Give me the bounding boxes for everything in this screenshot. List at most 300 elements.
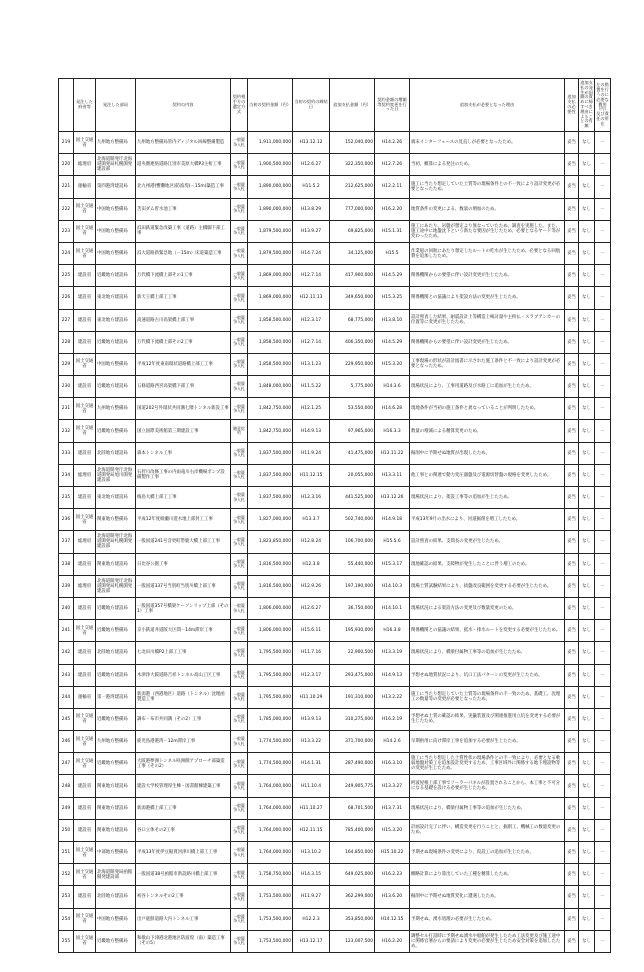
table-row [59, 331, 611, 353]
table-row [59, 376, 611, 398]
office-cell: 北海道開発庁北海道開発局札幌開発建設部 [96, 154, 136, 176]
row-number: 219 [59, 132, 74, 154]
row-number: 234 [59, 464, 74, 486]
necessity-cell: 妥当 [565, 819, 579, 841]
office-cell: 中国地方整備局 [96, 198, 136, 220]
ministry-cell: 運輸省 [74, 176, 96, 198]
note-cell: － [595, 908, 611, 930]
row-number: 252 [59, 864, 74, 886]
ministry-cell: 国土交通省 [74, 908, 96, 930]
table-row [59, 908, 611, 930]
table-row [59, 220, 611, 242]
note-cell: － [595, 575, 611, 597]
necessity-cell: 妥当 [565, 731, 579, 753]
row-number: 233 [59, 442, 74, 464]
date-cell: H14.9.13 [293, 420, 330, 442]
contract-cell: 出戸庭鮮道路大内トンネル工事 [136, 908, 231, 930]
note-cell: － [595, 642, 611, 664]
change-date-cell: H13.3.19 [375, 642, 410, 664]
office-cell: 第一港湾建設局 [96, 686, 136, 708]
reason-cell: 予期せぬ、湧水処理の必要が生じたため。 [410, 908, 565, 930]
added-amount-cell: 164,850,000 [330, 842, 375, 864]
amount-cell: 1,837,500,000 [248, 442, 293, 464]
change-date-cell: H13.2.22 [375, 686, 410, 708]
date-cell: H11.12.15 [293, 464, 330, 486]
date-cell: H11.7.16 [293, 642, 330, 664]
added-amount-cell: 362,299,000 [330, 886, 375, 908]
row-number: 240 [59, 597, 74, 619]
contract-cell: 森本トンネル工事 [136, 442, 231, 464]
office-cell: 中国地方整備局 [96, 353, 136, 375]
contract-cell: 平成12年度綾瀬川遊水地上部封工工事 [136, 509, 231, 531]
reason-cell: 掘削中に予期せぬ地質変化に遭遇したため。 [410, 886, 565, 908]
amount-cell: 1,890,000,000 [248, 176, 293, 198]
date-cell: H12.2.3 [293, 908, 330, 930]
row-number: 231 [59, 398, 74, 420]
responsibility-cell: なし [579, 154, 595, 176]
table-row [59, 176, 611, 198]
row-number: 251 [59, 842, 74, 864]
responsibility-cell: なし [579, 553, 595, 575]
responsibility-cell: なし [579, 819, 595, 841]
date-cell: H13.1.23 [293, 353, 330, 375]
note-cell: － [595, 376, 611, 398]
reason-cell: 地質条件の変更による、数量の増加のため。 [410, 198, 565, 220]
note-cell: － [595, 176, 611, 198]
reason-cell: 予想せぬ地質状況により、坑口工法パターンの変更が生じたため。 [410, 664, 565, 686]
change-date-cell: H13.6.20 [375, 886, 410, 908]
change-date-cell: H14.3.6 [375, 376, 410, 398]
row-number: 245 [59, 708, 74, 730]
added-amount-cell: 97,965,000 [330, 420, 375, 442]
amount-cell: 1,827,000,000 [248, 509, 293, 531]
amount-cell: 1,842,750,000 [248, 398, 293, 420]
office-cell: 北陸地方建設局 [96, 442, 136, 464]
change-date-cell: H14.2.6 [375, 731, 410, 753]
added-amount-cell: 417,900,000 [330, 265, 375, 287]
header-contract: 契約の内容 [136, 79, 231, 132]
added-amount-cell: 22,900,500 [330, 642, 375, 664]
ministry-cell: 国土交通省 [74, 753, 96, 775]
date-cell: H14.1.31 [293, 753, 330, 775]
added-amount-cell: 55,440,000 [330, 553, 375, 575]
reason-cell: 工事現場の形状が設計図書に示された施工条件と不一致により設計変更が必要となったため。 [410, 353, 565, 375]
responsibility-cell: なし [579, 864, 595, 886]
contract-cell: 国道202号外環状共同溝七隈トンネル新設工事 [136, 398, 231, 420]
office-cell: 北海道開発庁北海道開発局旭川開発建設部 [96, 464, 136, 486]
contract-cell: 日比谷公園工事 [136, 553, 231, 575]
ministry-cell: 建設省 [74, 797, 96, 819]
office-cell: 東北地方建設局 [96, 487, 136, 509]
necessity-cell: 妥当 [565, 464, 579, 486]
office-cell: 関東地方建設局 [96, 775, 136, 797]
note-cell: － [595, 198, 611, 220]
row-number: 246 [59, 731, 74, 753]
change-date-cell: H15.3.25 [375, 287, 410, 309]
necessity-cell: 妥当 [565, 664, 579, 686]
date-cell: H11.10.27 [293, 797, 330, 819]
ministry-cell: 建設省 [74, 265, 96, 287]
row-number: 255 [59, 930, 74, 952]
reason-cell: 現場状況により、橋梁付属物工事等の追加が生じたため。 [410, 797, 565, 819]
row-number: 249 [59, 797, 74, 819]
contract-cell: 木津浄大阪道路吉祥トンネル高山工区工事 [136, 664, 231, 686]
added-amount-cell: 152,040,000 [330, 132, 375, 154]
header-change-date: 契約金額の増額等契約変更を行った日 [375, 79, 410, 132]
contract-cell: 京小鉄道井道阪大区間－14m滞岸工事 [136, 620, 231, 642]
ministry-cell: 建設省 [74, 819, 96, 841]
method-cell: 一般競争入札 [231, 842, 248, 864]
necessity-cell: 妥当 [565, 575, 579, 597]
note-cell: － [595, 265, 611, 287]
amount-cell: 1,879,500,000 [248, 220, 293, 242]
contract-cell: 五條道路西宮高架橋下部工事 [136, 376, 231, 398]
ministry-cell: 国土交通省 [74, 731, 96, 753]
office-cell: 北陸地方建設局 [96, 642, 136, 664]
responsibility-cell: なし [579, 331, 595, 353]
table-row [59, 287, 611, 309]
reason-cell: 端末インターフェースの見直しが必要となったため。 [410, 132, 565, 154]
added-amount-cell: 195,930,000 [330, 620, 375, 642]
date-cell: H12.11.15 [293, 819, 330, 841]
table-row [59, 553, 611, 575]
ministry-cell: 国土交通省 [74, 864, 96, 886]
note-cell: － [595, 775, 611, 797]
table-row [59, 509, 611, 531]
contract-table-sheet [58, 78, 610, 953]
responsibility-cell: なし [579, 353, 595, 375]
amount-cell: 1,785,000,000 [248, 708, 293, 730]
note-cell: － [595, 664, 611, 686]
method-cell: 一般競争入札 [231, 864, 248, 886]
contract-cell: 万代橋下流橋上部その1工事 [136, 265, 231, 287]
change-date-cell: H15.3.17 [375, 553, 410, 575]
amount-cell: 1,774,500,000 [248, 753, 293, 775]
office-cell: 近畿地方建設局 [96, 331, 136, 353]
added-amount-cell: 287,490,000 [330, 753, 375, 775]
change-date-cell: H15.3.20 [375, 353, 410, 375]
header-office: 発注した部局 [96, 79, 136, 132]
method-cell: 一般競争入札 [231, 819, 248, 841]
date-cell: H11.9.27 [293, 886, 330, 908]
ministry-cell: 建設省 [74, 331, 96, 353]
added-amount-cell: 191,310,000 [330, 686, 375, 708]
contract-cell: 一般国道241号音更町帯鹿大橋上部工工事 [136, 531, 231, 553]
change-date-cell: H14.2.26 [375, 132, 410, 154]
method-cell: 一般競争入札 [231, 331, 248, 353]
table-row [59, 597, 611, 619]
necessity-cell: 妥当 [565, 553, 579, 575]
amount-cell: 1,890,000,000 [248, 198, 293, 220]
responsibility-cell: なし [579, 220, 595, 242]
note-cell: － [595, 420, 611, 442]
note-cell: － [595, 819, 611, 841]
office-cell: 近畿地方建設局 [96, 664, 136, 686]
row-number: 243 [59, 664, 74, 686]
necessity-cell: 妥当 [565, 597, 579, 619]
note-cell: － [595, 309, 611, 331]
row-number: 228 [59, 331, 74, 353]
ministry-cell: 国土交通省 [74, 353, 96, 375]
amount-cell: 1,816,500,000 [248, 575, 293, 597]
responsibility-cell: なし [579, 398, 595, 420]
necessity-cell: 妥当 [565, 376, 579, 398]
method-cell: 一般競争入札 [231, 487, 248, 509]
contract-cell: 初谷トンネルその2工事 [136, 886, 231, 908]
change-date-cell: H13.11.22 [375, 442, 410, 464]
change-date-cell: H15.3.20 [375, 819, 410, 841]
reason-cell: 早期供用に向け滞岸工事を追加する必要が生じたため。 [410, 731, 565, 753]
change-date-cell: H12.2.11 [375, 176, 410, 198]
reason-cell: 設計照査の結果、支間長の変更が生じたため。 [410, 531, 565, 553]
contract-cell: 苫田ダム貯水池工事 [136, 198, 231, 220]
change-date-cell: H14.9.13 [375, 664, 410, 686]
note-cell: － [595, 398, 611, 420]
reason-cell: 関係機関からの要望に伴い設計変更が生じたため。 [410, 265, 565, 287]
method-cell: 一般競争入札 [231, 930, 248, 952]
responsibility-cell: なし [579, 753, 595, 775]
added-amount-cell: 5,775,000 [330, 376, 375, 398]
change-date-cell: H16.2.20 [375, 930, 410, 952]
change-date-cell: H15.10.22 [375, 842, 410, 864]
office-cell: 中部地方整備局 [96, 842, 136, 864]
reason-cell: 関係機関からの要望に伴い設計変更が生じたため。 [410, 331, 565, 353]
responsibility-cell: なし [579, 531, 595, 553]
change-date-cell: H13.3.11 [375, 464, 410, 486]
amount-cell: 1,869,000,000 [248, 287, 293, 309]
reason-cell: 掘削中に予期せぬ地質が出現したため。 [410, 442, 565, 464]
change-date-cell: H14.10.3 [375, 575, 410, 597]
necessity-cell: 妥当 [565, 132, 579, 154]
note-cell: － [595, 753, 611, 775]
method-cell: 一般競争入札 [231, 132, 248, 154]
date-cell: H12.3.8 [293, 553, 330, 575]
note-cell: － [595, 331, 611, 353]
reason-cell: 他工事との関連で動力変圧器盤及び電源切替盤の規格を変更したため。 [410, 464, 565, 486]
note-cell: － [595, 464, 611, 486]
table-row [59, 398, 611, 420]
reason-cell: 調整セル打設時に予期せぬ湧水や船舶が発生したため工法変更及び施工途中に関係官署からの要請により変更の必要が生じたため安全対策を追加したため。 [410, 930, 565, 952]
amount-cell: 1,869,000,000 [248, 265, 293, 287]
note-cell: － [595, 487, 611, 509]
responsibility-cell: なし [579, 265, 595, 287]
ministry-cell: 建設省 [74, 376, 96, 398]
change-date-cell: H16.3.3 [375, 420, 410, 442]
responsibility-cell: なし [579, 464, 595, 486]
responsibility-cell: なし [579, 731, 595, 753]
contract-cell: 九州地方整備局管内ディジタル回線整備製造 [136, 132, 231, 154]
date-cell: H12.3.17 [293, 664, 330, 686]
necessity-cell: 妥当 [565, 309, 579, 331]
ministry-cell: 国土交通省 [74, 132, 96, 154]
change-date-cell: H13.7.31 [375, 797, 410, 819]
row-number: 225 [59, 265, 74, 287]
necessity-cell: 妥当 [565, 487, 579, 509]
responsibility-cell: なし [579, 287, 595, 309]
office-cell: 中国地方整備局 [96, 220, 136, 242]
necessity-cell: 妥当 [565, 531, 579, 553]
responsibility-cell: なし [579, 842, 595, 864]
contract-cell: 和歌山下津港北港地区防波堤（南）築造工事（その5） [136, 930, 231, 952]
row-number: 222 [59, 198, 74, 220]
date-cell: H13.12.12 [293, 132, 330, 154]
table-row [59, 819, 611, 841]
note-cell: － [595, 242, 611, 264]
added-amount-cell: 293,475,000 [330, 664, 375, 686]
date-cell: H13.3.7 [293, 509, 330, 531]
reason-cell: 概略計算により算出していた工種を精算したため。 [410, 864, 565, 886]
necessity-cell: 妥当 [565, 331, 579, 353]
necessity-cell: 妥当 [565, 442, 579, 464]
date-cell: H12.6.27 [293, 154, 330, 176]
responsibility-cell: なし [579, 132, 595, 154]
contract-cell: 新天王橋上部工工事 [136, 287, 231, 309]
necessity-cell: 妥当 [565, 620, 579, 642]
header-note: 左の措置を行うのに必要な費用（円）及び責任の所在 [595, 79, 611, 132]
table-row [59, 132, 611, 154]
office-cell: 近畿地方整備局 [96, 708, 136, 730]
added-amount-cell: 69,825,000 [330, 220, 375, 242]
amount-cell: 1,858,500,000 [248, 353, 293, 375]
added-amount-cell: 310,275,000 [330, 708, 375, 730]
ministry-cell: 建設省 [74, 309, 96, 331]
method-cell: 一般競争入札 [231, 509, 248, 531]
necessity-cell: 妥当 [565, 509, 579, 531]
row-number: 226 [59, 287, 74, 309]
method-cell: 一般競争入札 [231, 731, 248, 753]
method-cell: 一般競争入札 [231, 398, 248, 420]
note-cell: － [595, 886, 611, 908]
date-cell: H12.6.27 [293, 597, 330, 619]
ministry-cell: 建設省 [74, 553, 96, 575]
date-cell: H13.12.17 [293, 930, 330, 952]
necessity-cell: 妥当 [565, 908, 579, 930]
ministry-cell: 建設省 [74, 442, 96, 464]
amount-cell: 1,795,500,000 [248, 686, 293, 708]
table-row [59, 198, 611, 220]
date-cell: H14.7.24 [293, 242, 330, 264]
responsibility-cell: なし [579, 908, 595, 930]
header-reason: 追加支払が必要となった理由 [410, 79, 565, 132]
amount-cell: 1,848,000,000 [248, 376, 293, 398]
office-cell: 近畿地方整備局 [96, 930, 136, 952]
note-cell: － [595, 287, 611, 309]
contract-cell: 一般国道337号当別町当別川橋上部工事 [136, 575, 231, 597]
table-row [59, 686, 611, 708]
reason-cell: 予想せぬ土質の確認の結果、実籤装置及び関連推進用立坑を変更する必要が生じたため。 [410, 708, 565, 730]
ministry-cell: 建設省 [74, 487, 96, 509]
table-row [59, 242, 611, 264]
office-cell: 関東地方建設局 [96, 797, 136, 819]
necessity-cell: 妥当 [565, 864, 579, 886]
method-cell: 一般競争入札 [231, 753, 248, 775]
method-cell: 一般競争入札 [231, 464, 248, 486]
reason-cell: 当初、概算による発注のため。 [410, 154, 565, 176]
contract-cell: 浜田鉄道緊急改築工事（道路）主橋脚下部工事 [136, 220, 231, 242]
office-cell: 北海道開発庁北海道開発局札幌開発建設部 [96, 531, 136, 553]
added-amount-cell: 68,775,000 [330, 309, 375, 331]
office-cell: 近畿地方整備局 [96, 420, 136, 442]
ministry-cell: 建設省 [74, 642, 96, 664]
contract-table [58, 78, 611, 953]
header-ministry: 発注した府省等 [74, 79, 96, 132]
ministry-cell: 総理府 [74, 531, 96, 553]
contract-cell: 一般国道357号橋梁ケーソンリップ上部（その1）工事 [136, 597, 231, 619]
header-row [59, 79, 611, 132]
office-cell: 北陸地方建設局 [96, 886, 136, 908]
date-cell: H12.11.13 [293, 287, 330, 309]
change-date-cell: H14.9.18 [375, 509, 410, 531]
header-no [59, 79, 74, 132]
row-number: 221 [59, 176, 74, 198]
responsibility-cell: なし [579, 642, 595, 664]
date-cell: H14.3.15 [293, 864, 330, 886]
ministry-cell: 国土交通省 [74, 398, 96, 420]
note-cell: － [595, 797, 611, 819]
method-cell: 一般競争入札 [231, 575, 248, 597]
amount-cell: 1,837,500,000 [248, 464, 293, 486]
office-cell: 中国地方整備局 [96, 242, 136, 264]
contract-cell: 新潟港（西港地区）道路（トンネル）沈埋函製造工事 [136, 686, 231, 708]
amount-cell: 1,764,000,000 [248, 775, 293, 797]
change-date-cell: H15.5 [375, 242, 410, 264]
date-cell: H11.10.29 [293, 686, 330, 708]
change-date-cell: H14.5.29 [375, 331, 410, 353]
contract-cell: 調布・布市共同溝（その2）工事 [136, 708, 231, 730]
header-amount: 当初の契約金額（円） [248, 79, 293, 132]
added-amount-cell: 36,750,000 [330, 597, 375, 619]
amount-cell: 1,842,750,000 [248, 420, 293, 442]
responsibility-cell: なし [579, 509, 595, 531]
row-number: 237 [59, 531, 74, 553]
ministry-cell: 国土交通省 [74, 198, 96, 220]
method-cell: 一般競争入札 [231, 886, 248, 908]
row-number: 223 [59, 220, 74, 242]
table-row [59, 420, 611, 442]
date-cell: H13.3.22 [293, 731, 330, 753]
amount-cell: 1,764,000,000 [248, 819, 293, 841]
row-number: 239 [59, 575, 74, 597]
ministry-cell: 国土交通省 [74, 420, 96, 442]
row-number: 227 [59, 309, 74, 331]
contract-cell: 平成12年度東南環状道路橋上部工工事 [136, 353, 231, 375]
reason-cell: 作業船の回航にあたり想定したルートの吃水が生じたため、必要となる回航費を追加したため。 [410, 242, 565, 264]
change-date-cell: H14.12.15 [375, 908, 410, 930]
date-cell: H11.5.22 [293, 376, 330, 398]
table-row [59, 797, 611, 819]
table-row [59, 575, 611, 597]
office-cell: 関東地方整備局 [96, 509, 136, 531]
responsibility-cell: なし [579, 242, 595, 264]
ministry-cell: 建設省 [74, 886, 96, 908]
note-cell: － [595, 132, 611, 154]
responsibility-cell: なし [579, 886, 595, 908]
date-cell: H12.8.24 [293, 531, 330, 553]
date-cell: H12.7.14 [293, 331, 330, 353]
amount-cell: 1,758,750,000 [248, 864, 293, 886]
method-cell: 一般競争入札 [231, 531, 248, 553]
office-cell: 北海道開発局函館開発建設部 [96, 864, 136, 886]
table-row [59, 353, 611, 375]
necessity-cell: 妥当 [565, 242, 579, 264]
reason-cell: 施工に当たり想定していた土質等の現場条件の不一致のため、基礎工、沈埋工の数量等の変更が必要となったため。 [410, 686, 565, 708]
office-cell: 第四港湾建設局 [96, 176, 136, 198]
method-cell: 一般競争入札 [231, 775, 248, 797]
method-cell: 一般競争入札 [231, 642, 248, 664]
change-date-cell: H15.5.6 [375, 531, 410, 553]
amount-cell: 1,900,500,000 [248, 154, 293, 176]
header-date: 当初の契約の締結日 [293, 79, 330, 132]
